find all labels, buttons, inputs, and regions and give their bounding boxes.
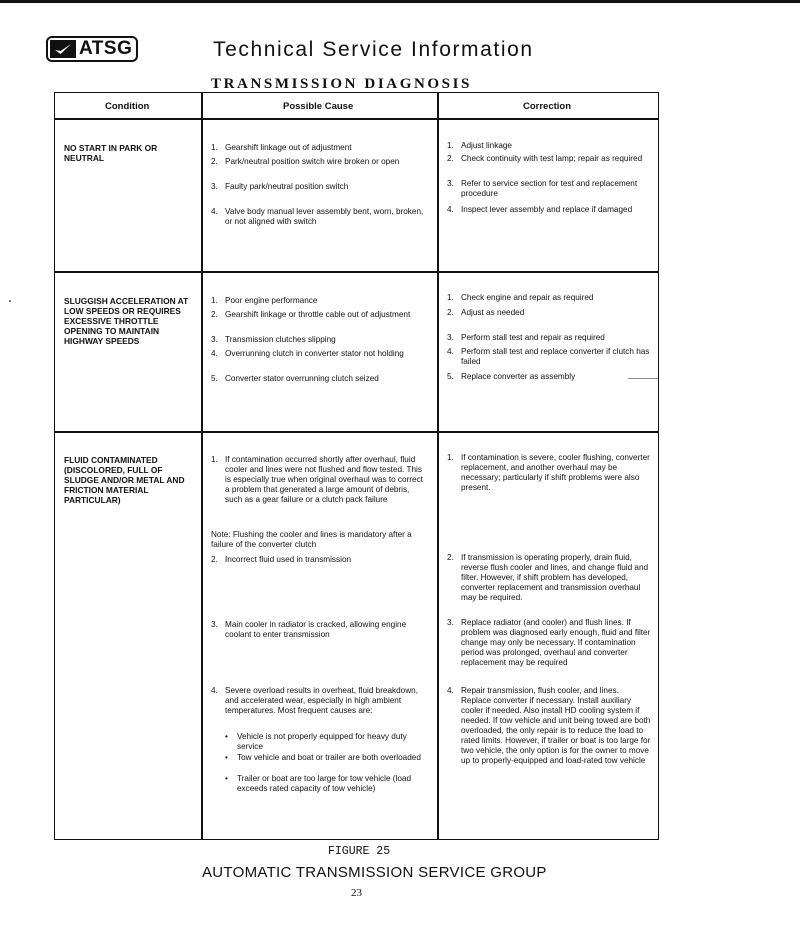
condition-cell: FLUID CONTAMINATED (DISCOLORED, FULL OF SLUDGE AND/OR METAL AND FRICTION MATERIAL PARTICULAR) [64,455,185,505]
flush-note: Note: Flushing the cooler and lines is mandatory after a failure of the converter clutch [211,530,412,549]
condition-cell: NO START IN PARK OR NEUTRAL [64,143,158,163]
stray-mark [628,378,658,379]
column-header-cause: Possible Cause [283,101,354,112]
column-divider [201,93,203,839]
page-title: Technical Service Information [213,38,534,61]
column-header-correction: Correction [523,101,572,112]
atsg-logo [46,36,138,62]
checkmark-icon [50,40,76,58]
figure-caption: FIGURE 25 [328,845,391,858]
page-number: 23 [351,887,362,899]
top-rule [0,0,800,3]
section-title: TRANSMISSION DIAGNOSIS [211,76,473,92]
row-divider [55,271,658,273]
column-divider [437,93,439,839]
row-divider [55,431,658,433]
condition-cell: SLUGGISH ACCELERATION AT LOW SPEEDS OR REQUIRES EXCESSIVE THROTTLE OPENING TO MAINTAIN HIGHWAY SPEEDS [64,296,189,346]
diagnosis-table: Condition Possible Cause Correction NO START IN PARK OR NEUTRAL 1. Gearshift linkage out of adjustment 2. Park/neutral position switch wire broken or open 3. Faulty park/neutral position switch 4. Valve body manual lever assembly bent, worn, broken, or not aligned with switch 1. Adjust linkage 2. Check continuity with test lamp; repair as required 3. Refer to service section for test and replacement procedure 4. Inspect lever assembly and replace if damaged SLUGGISH ACCELERATION AT LOW SPEEDS OR REQUIRES EXCESSIVE THROTTLE OPENING TO MAINTAIN HIGHWAY SPEEDS 1. Poor engine performance 2. Gearshift linkage or throttle cable out of adjustment 3. Transmission clutches slipping 4. Overrunning clutch in converter stator not holding 5. Converter stator overrunning clutch seized 1. Check engine and repair as required 2. Adjust as needed 3. Perform stall test and repair as required 4. Perform stall test and replace converter if clutch has failed 5. Replace converter as assembly FLUID CONTAMINATED (DISCOLORED, FULL OF SLUDGE AND/OR METAL AND FRICTION MATERIAL PARTICULAR) 1. If contamination occurred shortly after overhaul, fluid cooler and lines were not flushed and flow tested. This is especially true when original overhaul was to correct a problem that generated a large amount of debris, such as a gear failure or a clutch pack failure Note: Flushing the cooler and lines is mandatory after a failure of the converter clutch 2. Incorrect fluid used in transmission 3. Main cooler in radiator is cracked, allowing engine coolant to enter transmission 4. Severe overload results in overheat, fluid breakdown, and accelerated wear, especially in high ambient temperatures. Most frequent causes are: • Vehicle is not properly equipped for heavy duty service • Tow vehicle and boat or trailer are both overloaded • Trailer or boat are too large for tow vehicle (load exceeds rated capacity of tow vehicle) 1. If contamination is severe, cooler flushing, converter replacement, and another overhaul may be necessary; particularly if shift problems were also present. 2. If transmission is operating properly, drain fluid, reverse flush cooler and lines, and change fluid and filter. However, if shift problem has developed, converter replacement and transmission overhaul may be required. 3. Replace radiator (and cooler) and flush lines. If problem was diagnosed early enough, fluid and filter change may only be necessary. If contamination period was prolonged, overhaul and converter replacement may be required 4. Repair transmission, flush cooler, and lines. Replace converter if necessary. Install auxiliary cooler if needed. Also install HD cooling system if needed. If tow vehicle and unit being towed are both overloaded, the only repair is to reduce the load to rated limits. However, if trailer or boat is too large for two vehicle, the only option is for the owner to move up to properly-equipped and load-rated tow vehicle [54,92,659,840]
column-header-condition: Condition [105,101,150,112]
logo-text: ATSG [79,38,133,59]
margin-mark [9,300,11,302]
footer-title: AUTOMATIC TRANSMISSION SERVICE GROUP [202,864,547,881]
header-rule [55,118,658,120]
